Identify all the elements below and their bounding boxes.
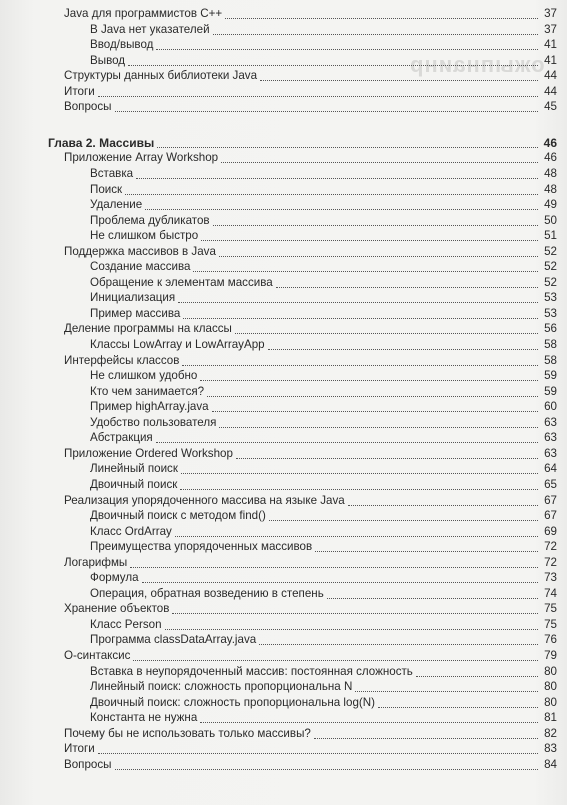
toc-title: Линейный поиск: сложность пропорциональна N <box>90 680 353 694</box>
toc-page-number: 72 <box>544 555 557 569</box>
toc-subsection <box>90 461 557 477</box>
toc-leader-dots <box>268 349 538 350</box>
toc-page-number: 72 <box>544 540 557 554</box>
toc-subsection <box>90 182 557 198</box>
toc-title: Поддержка массивов в Java <box>64 244 216 258</box>
toc-title: Логарифмы <box>64 555 128 569</box>
toc-title: Вопросы <box>64 100 112 114</box>
toc-title: Пример массива <box>90 306 181 320</box>
toc-page-number: 63 <box>544 446 557 460</box>
toc-title: Кто чем занимается? <box>90 384 205 398</box>
toc-page-number: 67 <box>544 509 557 523</box>
toc-chapter <box>48 135 557 151</box>
toc-leader-dots <box>276 287 538 288</box>
toc-subsection <box>90 306 557 322</box>
toc-subsection <box>90 213 557 229</box>
toc-title: Инициализация <box>90 291 176 305</box>
toc-page-number: 41 <box>544 38 557 52</box>
toc-section <box>64 493 557 509</box>
toc-title: Преимущества упорядоченных массивов <box>90 540 313 554</box>
toc-page-number: 59 <box>544 384 557 398</box>
toc-page-number: 80 <box>544 695 557 709</box>
toc-section <box>64 353 557 369</box>
toc-page-number: 63 <box>544 431 557 445</box>
toc-subsection <box>90 259 557 275</box>
toc-subsection <box>90 166 557 182</box>
toc-subsection <box>90 570 557 586</box>
toc-leader-dots <box>130 567 538 568</box>
toc-leader-dots <box>128 65 538 66</box>
toc-page-number: 37 <box>544 22 557 36</box>
toc-leader-dots <box>115 769 539 770</box>
toc-title: Интерфейсы классов <box>64 353 180 367</box>
toc-section <box>64 648 557 664</box>
toc-page-number: 79 <box>544 649 557 662</box>
toc-page-number: 74 <box>544 586 557 600</box>
toc-leader-dots <box>181 473 538 474</box>
toc-page-number: 75 <box>544 602 557 616</box>
toc-subsection <box>90 53 557 69</box>
toc-title: Почему бы не использовать только массивы? <box>64 726 311 740</box>
toc-leader-dots <box>165 629 538 630</box>
toc-subsection <box>90 22 557 38</box>
toc-page-number: 73 <box>544 571 557 585</box>
toc-leader-dots <box>201 240 538 241</box>
toc-leader-dots <box>314 738 538 739</box>
toc-leader-dots <box>175 536 538 537</box>
toc-title: Линейный поиск <box>90 462 178 476</box>
toc-leader-dots <box>213 34 538 35</box>
toc-title: Константа не нужна <box>90 711 198 725</box>
toc-title: Проблема дубликатов <box>90 213 210 227</box>
toc-title: Итоги <box>64 84 95 98</box>
toc-leader-dots <box>327 598 538 599</box>
toc-title: Структуры данных библиотеки Java <box>64 69 258 83</box>
toc-leader-dots <box>180 489 538 490</box>
toc-leader-dots <box>378 707 538 708</box>
toc-title: Двоичный поиск <box>90 477 178 491</box>
toc-subsection <box>90 290 557 306</box>
toc-leader-dots <box>200 380 538 381</box>
toc-subsection <box>90 275 557 291</box>
toc-section <box>64 244 557 260</box>
bleed-through-text: ожыпнаинр <box>409 52 545 77</box>
toc-title: Приложение Array Workshop <box>64 151 219 165</box>
toc-title: В Java нет указателей <box>90 22 210 36</box>
toc-leader-dots <box>355 691 538 692</box>
toc-subsection <box>90 368 557 384</box>
toc-subsection <box>90 415 557 431</box>
toc-leader-dots <box>136 178 538 179</box>
toc-section <box>64 99 557 115</box>
toc-section <box>64 68 557 84</box>
toc-leader-dots <box>172 613 538 614</box>
toc-subsection <box>90 508 557 524</box>
toc-leader-dots <box>260 80 538 81</box>
toc-title: Создание массива <box>90 260 191 274</box>
toc-title: Вопросы <box>64 757 112 771</box>
toc-leader-dots <box>236 458 538 459</box>
toc-page-number: 56 <box>544 322 557 336</box>
toc-leader-dots <box>200 722 538 723</box>
toc-section <box>64 757 557 773</box>
toc-page-number: 65 <box>544 477 557 491</box>
toc-page-number: 67 <box>544 493 557 507</box>
toc-page-number: 44 <box>544 84 557 98</box>
toc-page-number: 52 <box>544 275 557 289</box>
toc-page-number: 83 <box>544 742 557 756</box>
toc-leader-dots <box>315 551 538 552</box>
toc-leader-dots <box>157 147 538 148</box>
toc-title: Не слишком удобно <box>90 369 198 383</box>
toc-page-number: 49 <box>544 198 557 212</box>
toc-leader-dots <box>183 318 538 319</box>
toc-title: Хранение объектов <box>64 602 170 616</box>
toc-subsection <box>90 399 557 415</box>
toc-title: Вывод <box>90 53 126 67</box>
toc-title: Не слишком быстро <box>90 229 199 243</box>
toc-page-number: 80 <box>544 664 557 678</box>
toc-subsection <box>90 430 557 446</box>
toc-subsection <box>90 617 557 633</box>
toc-title: Реализация упорядоченного массива на языке Java <box>64 493 345 507</box>
toc-leader-dots <box>125 194 538 195</box>
toc-page-number: 45 <box>544 100 557 114</box>
toc-subsection <box>90 384 557 400</box>
toc-title: Java для программистов C++ <box>64 7 223 20</box>
toc-page-number: 60 <box>544 400 557 414</box>
toc-title: Обращение к элементам массива <box>90 275 273 289</box>
toc-section <box>64 6 557 22</box>
toc-leader-dots <box>219 256 538 257</box>
toc-title: Класс OrdArray <box>90 524 172 538</box>
toc-page-number: 58 <box>544 353 557 367</box>
toc-title: Приложение Ordered Workshop <box>64 446 233 460</box>
toc-subsection <box>90 337 557 353</box>
toc-page-number: 52 <box>544 260 557 274</box>
toc-page-number: 81 <box>544 711 557 725</box>
toc-page-number: 53 <box>544 291 557 305</box>
toc-section <box>64 84 557 100</box>
toc-title: Удобство пользователя <box>90 415 217 429</box>
toc-subsection <box>90 524 557 540</box>
toc-title: Вставка <box>90 166 134 180</box>
toc-title: Ввод/вывод <box>90 38 154 52</box>
toc-leader-dots <box>207 396 538 397</box>
toc-page-number: 44 <box>544 69 557 83</box>
toc-title: O-синтаксис <box>64 649 131 662</box>
toc-page-number: 46 <box>544 151 557 165</box>
toc-title: Программа classDataArray.java <box>90 633 257 647</box>
toc-leader-dots <box>193 271 538 272</box>
toc-title: Двоичный поиск: сложность пропорциональна log(N) <box>90 695 375 709</box>
toc-page-number: 53 <box>544 306 557 320</box>
toc-leader-dots <box>219 427 538 428</box>
toc-leader-dots <box>213 225 538 226</box>
toc-title: Операция, обратная возведению в степень <box>90 586 324 600</box>
toc-page-number: 37 <box>544 7 557 20</box>
toc-section <box>64 555 557 571</box>
toc-subsection <box>90 477 557 493</box>
toc-subsection <box>90 710 557 726</box>
toc-subsection <box>90 586 557 602</box>
toc-page-number: 46 <box>543 135 557 150</box>
toc-subsection <box>90 632 557 648</box>
toc-title: Двоичный поиск с методом find() <box>90 509 266 523</box>
toc-page-number: 82 <box>544 726 557 740</box>
toc-page-number: 48 <box>544 182 557 196</box>
toc-page-number: 41 <box>544 53 557 67</box>
toc-leader-dots <box>348 505 538 506</box>
toc-title: Формула <box>90 571 139 585</box>
toc-leader-dots <box>98 96 538 97</box>
toc-leader-dots <box>225 18 538 19</box>
toc-title: Класс Person <box>90 617 162 631</box>
toc-section <box>64 726 557 742</box>
toc-leader-dots <box>212 411 538 412</box>
toc-leader-dots <box>269 520 538 521</box>
toc-page-number: 75 <box>544 617 557 631</box>
toc-leader-dots <box>259 644 538 645</box>
toc-title: Пример highArray.java <box>90 400 209 414</box>
toc-page-number: 59 <box>544 369 557 383</box>
toc-title: Глава 2. Массивы <box>48 135 155 150</box>
toc-page-number: 51 <box>544 229 557 243</box>
toc-page-number: 50 <box>544 213 557 227</box>
toc-title: Поиск <box>90 182 123 196</box>
toc-section <box>64 601 557 617</box>
toc-page-number: 48 <box>544 166 557 180</box>
toc-subsection <box>90 197 557 213</box>
toc-leader-dots <box>156 49 538 50</box>
toc-section <box>64 741 557 757</box>
toc-leader-dots <box>145 209 538 210</box>
toc-title: Удаление <box>90 198 143 212</box>
toc-title: Вставка в неупорядоченный массив: постоянная сложность <box>90 664 413 678</box>
toc-title: Классы LowArray и LowArrayApp <box>90 338 265 351</box>
toc-leader-dots <box>182 365 538 366</box>
toc-page-number: 63 <box>544 415 557 429</box>
toc-leader-dots <box>133 660 538 661</box>
toc-subsection <box>90 695 557 711</box>
toc-section <box>64 150 557 166</box>
toc-title: Итоги <box>64 742 95 756</box>
toc-page-number: 64 <box>544 462 557 476</box>
toc-leader-dots <box>156 442 538 443</box>
toc-subsection <box>90 37 557 53</box>
toc-subsection <box>90 679 557 695</box>
toc-leader-dots <box>221 162 538 163</box>
toc-subsection <box>90 228 557 244</box>
toc-section <box>64 446 557 462</box>
toc-leader-dots <box>235 333 538 334</box>
toc-section <box>64 321 557 337</box>
toc-page-number: 58 <box>544 338 557 351</box>
toc-leader-dots <box>142 582 538 583</box>
toc-page-number: 52 <box>544 244 557 258</box>
toc-page-number: 84 <box>544 757 557 771</box>
toc-page-number: 76 <box>544 633 557 647</box>
toc-leader-dots <box>416 676 538 677</box>
toc-leader-dots <box>115 111 539 112</box>
toc-subsection <box>90 664 557 680</box>
toc-page-number: 69 <box>544 524 557 538</box>
toc-leader-dots <box>178 302 538 303</box>
toc-page-number: 80 <box>544 680 557 694</box>
toc-title: Деление программы на классы <box>64 322 232 336</box>
toc-subsection <box>90 539 557 555</box>
toc-leader-dots <box>98 753 538 754</box>
toc-title: Абстракция <box>90 431 153 445</box>
